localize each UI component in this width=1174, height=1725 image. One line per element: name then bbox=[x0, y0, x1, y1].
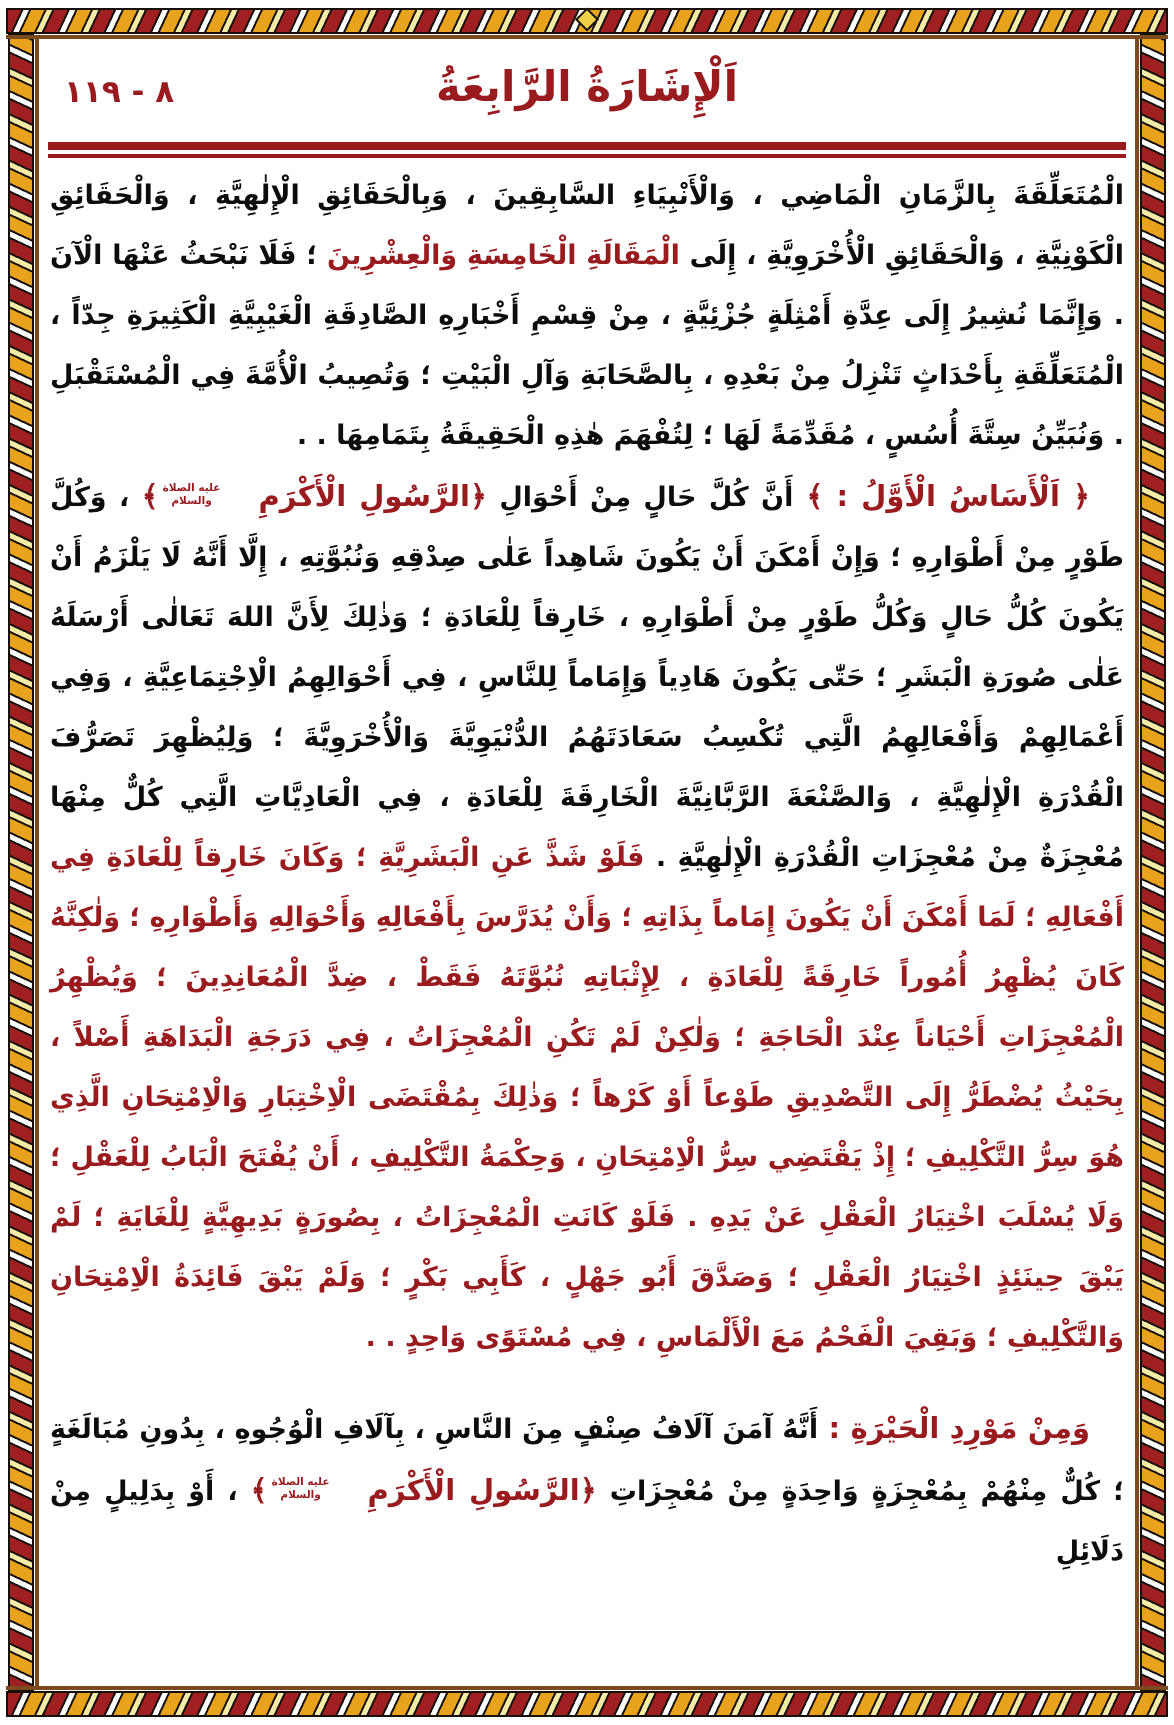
page-header bbox=[46, 40, 1128, 136]
text-run: الْمَقَالَةِ الْخَامِسَةِ وَالْعِشْرِينَ bbox=[327, 240, 680, 271]
honorific-line: والسلام bbox=[280, 1488, 321, 1501]
border-rail-right bbox=[1135, 38, 1139, 1687]
border-rail-left bbox=[35, 38, 39, 1687]
text-run: ؛ فَلَا نَبْحَثُ عَنْهَا الْآنَ . وَإِنَّمَا نُشِيرُ إِلَى عِدَّةِ أَمْثِلَةٍ جُزْئِيَّةٍ ، مِنْ قِسْمِ أَخْبَارِهِ الصَّادِقَةِ الْغَيْبِيَّةِ الْكَثِيرَةِ جِدّاً ، الْمُتَعَلِّقَةِ بِأَحْدَاثٍ تَنْزِلُ مِنْ بَعْدِهِ ، بِالصَّحَابَةِ وَآلِ الْبَيْتِ ؛ وَتُصِيبُ الْأُمَّةَ فِي الْمُسْتَقْبَلِ . وَنُبَيِّنُ سِتَّةَ أُسُسٍ ، مُقَدِّمَةً لَهَا ؛ لِتُفْهَمَ هٰذِهِ الْحَقِيقَةُ بِتَمَامِهَا . . bbox=[50, 240, 1124, 451]
honorific-line: عليه الصلاة bbox=[271, 1476, 330, 1489]
text-run: وَمِنْ مَوْرِدِ الْحَيْرَةِ : bbox=[818, 1411, 1090, 1445]
border-rail-top bbox=[6, 35, 1168, 39]
divider-thin-line bbox=[48, 154, 1126, 158]
honorific-line: والسلام bbox=[171, 494, 212, 507]
honorific-seal bbox=[163, 482, 255, 506]
text-run: أَنَّ كُلَّ حَالٍ مِنْ أَحْوَالِ bbox=[486, 482, 794, 513]
paragraph bbox=[50, 1398, 1124, 1582]
text-run: أَنَّهُ آمَنَ آلَافُ صِنْفٍ مِنَ النَّاسِ ، بِآلَافِ الْوُجُوهِ ، بِدُونِ مُبَالَغَةٍ ؛ كُلٌّ مِنْهُمْ بِمُعْجِزَةٍ وَاحِدَةٍ مِنْ مُعْجِزَاتِ bbox=[50, 1414, 1125, 1507]
text-run: ﴾ bbox=[250, 1473, 268, 1507]
paragraph bbox=[50, 466, 1124, 1368]
text-run: ﴿الرَّسُولِ الْأَكْرَمِ bbox=[258, 479, 487, 513]
honorific-seal bbox=[272, 1476, 364, 1500]
header-divider bbox=[48, 142, 1126, 158]
text-run: الْمُتَعَلِّقَةَ بِالزَّمَانِ الْمَاضِي ، وَالْأَنْبِيَاءِ السَّابِقِينَ ، وَبِالْحَقَائِقِ الْإِلٰهِيَّةِ ، وَالْحَقَائِقِ الْكَوْنِيَّةِ ، وَالْحَقَائِقِ الْأُخْرَوِيَّةِ ، إِلَى bbox=[50, 180, 1125, 271]
border-chain-left bbox=[8, 34, 34, 1691]
text-run: ﴾ bbox=[141, 479, 159, 513]
text-run: ﴿الرَّسُولِ الْأَكْرَمِ bbox=[367, 1473, 597, 1507]
honorific-line: عليه الصلاة bbox=[162, 482, 221, 495]
text-run: فَلَوْ شَذَّ عَنِ الْبَشَرِيَّةِ ؛ وَكَانَ خَارِقاً لِلْعَادَةِ فِي أَفْعَالِهِ ؛ لَمَا أَمْكَنَ أَنْ يَكُونَ إِمَاماً بِذَاتِهِ ؛ وَأَنْ يُدَرَّسَ بِأَفْعَالِهِ وَأَحْوَالِهِ وَأَطْوَارِهِ ؛ وَلٰكِنَّهُ كَانَ يُظْهِرُ أُمُوراً خَارِقَةً لِلْعَادَةِ ، لِإِثْبَاتِهِ نُبُوَّتَهُ فَقَطْ ، ضِدَّ الْمُعَانِدِينَ ؛ وَيُظْهِرُ الْمُعْجِزَاتِ أَحْيَاناً عِنْدَ الْحَاجَةِ ؛ وَلٰكِنْ لَمْ تَكُنِ الْمُعْجِزَاتُ ، فِي دَرَجَةِ الْبَدَاهَةِ أَصْلاً ، بِحَيْثُ يُضْطَرُّ إِلَى التَّصْدِيقِ طَوْعاً أَوْ كَرْهاً ؛ وَذٰلِكَ بِمُقْتَضَى الْاِخْتِبَارِ وَالْاِمْتِحَانِ الَّذِي هُوَ سِرُّ التَّكْلِيفِ ؛ إِذْ يَقْتَضِي سِرُّ الْاِمْتِحَانِ ، وَحِكْمَةُ التَّكْلِيفِ ، أَنْ يُفْتَحَ الْبَابُ لِلْعَقْلِ ؛ وَلَا يُسْلَبَ اخْتِيَارُ الْعَقْلِ عَنْ يَدِهِ . فَلَوْ كَانَتِ الْمُعْجِزَاتُ ، بِصُورَةٍ بَدِيهِيَّةٍ لِلْغَايَةِ ؛ لَمْ يَبْقَ حِينَئِذٍ اخْتِيَارُ الْعَقْلِ ؛ وَصَدَّقَ أَبُو جَهْلٍ ، كَأَبِي بَكْرٍ ؛ وَلَمْ يَبْقَ فَائِدَةُ الْاِمْتِحَانِ وَالتَّكْلِيفِ ؛ وَبَقِيَ الْفَحْمُ مَعَ الْأَلْمَاسِ ، فِي مُسْتَوًى وَاحِدٍ . . bbox=[50, 842, 1124, 1353]
page-number: ٨ - ١١٩ bbox=[64, 74, 175, 110]
border-chain-right bbox=[1140, 34, 1166, 1691]
body bbox=[46, 166, 1128, 1582]
divider-thick-line bbox=[48, 142, 1126, 150]
page-title: اَلْإِشَارَةُ الرَّابِعَةُ bbox=[436, 62, 738, 111]
border-rail-bottom bbox=[6, 1686, 1168, 1690]
text-run: ﴿ اَلْأَسَاسُ الْأَوَّلُ : ﴾ bbox=[793, 479, 1090, 513]
paragraph bbox=[50, 166, 1124, 466]
text-run: ، وَكُلَّ طَوْرٍ مِنْ أَطْوَارِهِ ؛ وَإِنْ أَمْكَنَ أَنْ يَكُونَ شَاهِداً عَلٰى صِدْقِهِ وَنُبُوَّتِهِ ، إِلَّا أَنَّهُ لَا يَلْزَمُ أَنْ يَكُونَ كُلُّ حَالٍ وَكُلُّ طَوْرٍ مِنْ أَطْوَارِهِ ، خَارِقاً لِلْعَادَةِ ؛ وَذٰلِكَ لِأَنَّ اللهَ تَعَالٰى أَرْسَلَهُ عَلٰى صُورَةِ الْبَشَرِ ؛ حَتّٰى يَكُونَ هَادِياً وَإِمَاماً لِلنَّاسِ ، فِي أَحْوَالِهِمُ الْاِجْتِمَاعِيَّةِ ، وَفِي أَعْمَالِهِمْ وَأَفْعَالِهِمُ الَّتِي تُكْسِبُ سَعَادَتَهُمُ الدُّنْيَوِيَّةَ وَالْأُخْرَوِيَّةَ ؛ وَلِيُظْهِرَ تَصَرُّفَ الْقُدْرَةِ الْإِلٰهِيَّةِ ، وَالصَّنْعَةَ الرَّبَّانِيَّةَ الْخَارِقَةَ لِلْعَادَةِ ، فِي الْعَادِيَّاتِ الَّتِي كُلٌّ مِنْهَا مُعْجِزَةٌ مِنْ مُعْجِزَاتِ الْقُدْرَةِ الْإِلٰهِيَّةِ . bbox=[50, 482, 1124, 873]
border-chain-bottom bbox=[6, 1691, 1168, 1717]
page-content bbox=[46, 40, 1128, 1681]
text-run: ، أَوْ بِدَلِيلٍ مِنْ دَلَائِلِ bbox=[50, 1476, 1124, 1567]
